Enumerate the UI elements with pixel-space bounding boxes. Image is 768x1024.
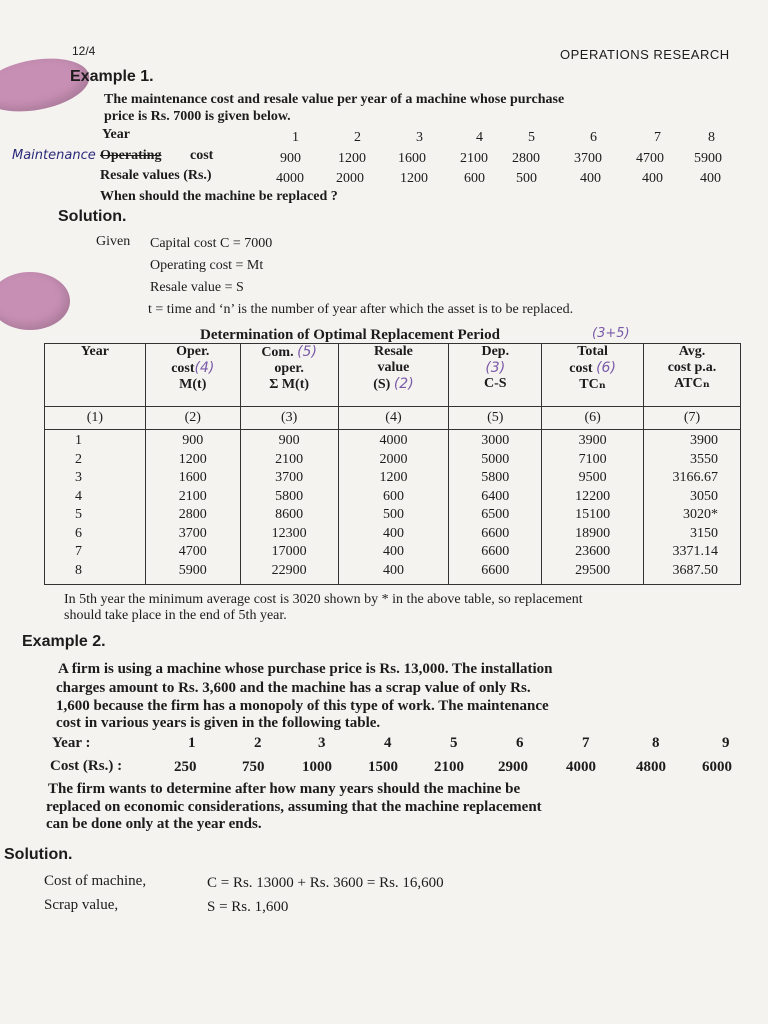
example2-line3: 1,600 because the firm has a monopoly of this type of work. The maintenance: [56, 698, 549, 714]
table-title-note: (3+5): [592, 326, 630, 341]
cost-cell: 2100: [434, 759, 464, 775]
running-title: OPERATIONS RESEARCH: [560, 47, 730, 62]
table-cell: 18900: [575, 525, 611, 541]
table-cell: 1600: [178, 470, 207, 485]
col-header-text: Resale: [374, 344, 413, 359]
table-cell: 2100: [178, 488, 207, 504]
solution1-operating: Operating cost = Mt: [150, 258, 264, 273]
col-header-text: value: [377, 360, 410, 375]
table-cell: 900: [182, 433, 204, 448]
table-cell: 1200: [379, 470, 408, 485]
col-header-note: (6): [596, 360, 616, 376]
example2-year-label: Year :: [52, 735, 91, 751]
table-title: Determination of Optimal Replacement Period: [200, 327, 500, 343]
col-header-text: Total: [577, 344, 608, 359]
replacement-table: [44, 343, 741, 585]
col-header-text: ATCₙ: [674, 376, 710, 391]
example1-text-line1: The maintenance cost and resale value per year of a machine whose purchase: [104, 92, 565, 107]
table-cell: 12300: [271, 525, 307, 541]
col-header-text: Year: [80, 344, 109, 359]
resale-cell: 400: [700, 171, 721, 186]
table-cell: 8: [75, 562, 82, 578]
table-cell: 22900: [271, 562, 307, 578]
table-cell: 3166.67: [672, 470, 718, 485]
col-header-resale: [338, 344, 449, 407]
table-cell: 3687.50: [672, 562, 718, 578]
example1-operating-struck: Operating: [100, 148, 162, 163]
table-col-total-cost: [542, 430, 644, 585]
cost-cell: 2800: [512, 151, 540, 166]
example1-resale-label: Resale values (Rs.): [100, 168, 212, 183]
cost-cell: 1500: [368, 759, 398, 775]
example2-title: Example 2.: [22, 633, 106, 650]
example2-costs: [150, 759, 750, 779]
table-cell: 6400: [481, 488, 510, 504]
table-cell: 5800: [481, 470, 510, 485]
year-cell: 6: [516, 735, 524, 751]
col-header-text: C-S: [483, 376, 507, 391]
table-cell: 7100: [578, 451, 607, 467]
year-cell: 5: [450, 735, 458, 751]
table-cell: 3700: [275, 470, 304, 485]
year-cell: 9: [722, 735, 730, 751]
table-cell: 3550: [690, 451, 718, 467]
resale-cell: 500: [516, 171, 537, 186]
table-cell: 6600: [481, 525, 510, 541]
col-number: (1): [45, 407, 146, 430]
cost-cell: 1000: [302, 759, 332, 775]
conclusion-line1: In 5th year the minimum average cost is 3020 shown by * in the above table, so replacement: [64, 592, 583, 607]
col-header-year: [45, 344, 146, 407]
table-cell: 400: [382, 562, 404, 578]
solution2-cost-label: Cost of machine,: [44, 873, 147, 889]
example1-costs: [262, 151, 742, 169]
solution2-scrap-label: Scrap value,: [44, 897, 119, 913]
resale-cell: 2000: [336, 171, 364, 186]
col-header-avg-cost: [644, 344, 741, 407]
cost-cell: 5900: [694, 151, 722, 166]
example2-years: [150, 735, 750, 755]
table-col-avg-cost: [644, 430, 741, 585]
col-header-text: (S): [373, 377, 391, 392]
solution2-cost-eq: C = Rs. 13000 + Rs. 3600 = Rs. 16,600: [207, 875, 444, 891]
table-col-oper-cost: [145, 430, 240, 585]
resale-cell: 1200: [400, 171, 428, 186]
table-cell: 3: [75, 470, 82, 485]
col-header-text: cost: [171, 361, 195, 376]
example2-line4: cost in various years is given in the following table.: [56, 715, 381, 731]
table-data-row: [45, 430, 741, 585]
col-header-text: cost: [569, 361, 593, 376]
example2-line7: can be done only at the year ends.: [46, 816, 262, 832]
table-cell: 4700: [178, 544, 207, 559]
cost-cell: 250: [174, 759, 197, 775]
cost-cell: 900: [280, 151, 301, 166]
year-cell: 4: [476, 130, 483, 145]
solution2-scrap-eq: S = Rs. 1,600: [207, 899, 289, 915]
year-cell: 2: [354, 130, 361, 145]
resale-cell: 400: [580, 171, 601, 186]
solution1-t-definition: t = time and ‘n’ is the number of year after which the asset is to be replaced.: [148, 302, 574, 317]
table-cell: 2: [75, 451, 82, 467]
year-cell: 1: [188, 735, 196, 751]
table-cell: 2000: [379, 451, 408, 467]
example2-cost-label: Cost (Rs.) :: [50, 758, 123, 774]
resale-cell: 400: [642, 171, 663, 186]
table-cell: 5800: [275, 488, 304, 504]
table-cell: 1200: [178, 451, 207, 467]
table-col-com-oper: [240, 430, 338, 585]
example1-resale: [262, 171, 742, 189]
table-cell: 3150: [690, 525, 718, 541]
col-header-text: cost p.a.: [667, 360, 717, 375]
table-cell: 3050: [690, 488, 718, 504]
solution1-title: Solution.: [58, 208, 127, 225]
finger-middle: [0, 272, 70, 330]
col-number: (2): [145, 407, 240, 430]
table-cell: 6600: [481, 544, 510, 559]
cost-cell: 750: [242, 759, 265, 775]
year-cell: 8: [652, 735, 660, 751]
table-cell: 6: [75, 525, 82, 541]
cost-cell: 1200: [338, 151, 366, 166]
solution2-title: Solution.: [4, 846, 73, 863]
table-col-dep: [449, 430, 542, 585]
cost-cell: 2100: [460, 151, 488, 166]
example1-years: [262, 130, 742, 148]
year-cell: 7: [582, 735, 590, 751]
page-number: 12/4: [72, 44, 96, 58]
col-header-note: (3): [485, 360, 506, 376]
col-header-note: (2): [393, 376, 414, 392]
year-cell: 3: [416, 130, 423, 145]
table-header-row: [45, 344, 741, 407]
table-cell: 6600: [481, 562, 510, 578]
conclusion-line2: should take place in the end of 5th year.: [64, 608, 287, 623]
cost-cell: 4000: [566, 759, 596, 775]
table-cell: 17000: [271, 544, 307, 559]
table-cell: 3000: [481, 433, 510, 448]
table-cell: 29500: [575, 562, 611, 578]
col-header-text: Com.: [261, 345, 294, 360]
cost-cell: 2900: [498, 759, 528, 775]
table-cell: 3371.14: [672, 544, 718, 559]
col-header-text: TCₙ: [579, 377, 606, 392]
table-cell: 15100: [575, 507, 611, 522]
table-cell: 6500: [481, 507, 510, 522]
year-cell: 2: [254, 735, 262, 751]
solution1-resale: Resale value = S: [150, 280, 244, 295]
cost-cell: 1600: [398, 151, 426, 166]
year-cell: 3: [318, 735, 326, 751]
table-cell: 600: [382, 488, 404, 504]
table-cell: 9500: [578, 470, 607, 485]
table-cell: 23600: [575, 544, 611, 559]
col-header-oper-cost: [145, 344, 240, 407]
table-cell: 5000: [481, 451, 510, 467]
table-cell: 7: [75, 544, 82, 559]
col-header-total-cost: [542, 344, 644, 407]
table-number-row: [45, 407, 741, 430]
col-header-text: Avg.: [678, 344, 706, 359]
table-col-year: [45, 430, 146, 585]
year-cell: 1: [292, 130, 299, 145]
col-header-text: Dep.: [481, 344, 510, 359]
table-cell: 3020*: [683, 507, 718, 522]
col-header-note: (5): [297, 344, 317, 360]
table-cell: 500: [382, 507, 404, 522]
col-header-text: M(t): [179, 377, 207, 392]
table-col-resale: [338, 430, 449, 585]
col-number: (3): [240, 407, 338, 430]
table-cell: 4000: [379, 433, 408, 448]
example1-title: Example 1.: [70, 68, 154, 85]
solution1-given: Given: [96, 234, 131, 249]
example2-line1: A firm is using a machine whose purchase price is Rs. 13,000. The installation: [58, 661, 553, 677]
table-cell: 3700: [178, 525, 207, 541]
example1-year-label: Year: [102, 127, 130, 142]
table-cell: 400: [382, 525, 404, 541]
col-header-text: Σ M(t): [269, 377, 310, 392]
year-cell: 7: [654, 130, 661, 145]
table-cell: 4: [75, 488, 82, 504]
table-cell: 3900: [690, 433, 718, 448]
example2-line6: replaced on economic considerations, assuming that the machine replacement: [46, 799, 542, 815]
table-cell: 2100: [275, 451, 304, 467]
year-cell: 6: [590, 130, 597, 145]
table-cell: 5: [75, 507, 82, 522]
handwritten-maintenance: Maintenance: [12, 148, 96, 163]
year-cell: 8: [708, 130, 715, 145]
example1-question: When should the machine be replaced ?: [100, 189, 338, 204]
col-header-dep: [449, 344, 542, 407]
resale-cell: 600: [464, 171, 485, 186]
table-cell: 2800: [178, 507, 207, 522]
year-cell: 5: [528, 130, 535, 145]
cost-cell: 4800: [636, 759, 666, 775]
col-number: (6): [542, 407, 644, 430]
example2-line5: The firm wants to determine after how many years should the machine be: [48, 781, 521, 797]
table-cell: 5900: [178, 562, 207, 578]
col-number: (7): [644, 407, 741, 430]
col-header-text: Oper.: [176, 344, 210, 359]
table-cell: 3900: [578, 433, 607, 448]
example2-line2: charges amount to Rs. 3,600 and the machine has a scrap value of only Rs.: [56, 680, 531, 696]
table-cell: 8600: [275, 507, 304, 522]
col-number: (4): [338, 407, 449, 430]
year-cell: 4: [384, 735, 392, 751]
col-header-note: (4): [194, 360, 215, 376]
cost-cell: 4700: [636, 151, 664, 166]
table-cell: 12200: [575, 488, 611, 504]
col-header-text: oper.: [274, 361, 304, 376]
resale-cell: 4000: [276, 171, 304, 186]
example1-text-line2: price is Rs. 7000 is given below.: [104, 109, 291, 124]
cost-cell: 3700: [574, 151, 602, 166]
example1-cost-label: cost: [190, 148, 214, 163]
table-cell: 900: [278, 433, 300, 448]
col-number: (5): [449, 407, 542, 430]
col-header-com-oper: [240, 344, 338, 407]
cost-cell: 6000: [702, 759, 732, 775]
table-cell: 400: [382, 544, 404, 559]
solution1-capital: Capital cost C = 7000: [150, 236, 273, 251]
table-cell: 1: [75, 433, 82, 448]
